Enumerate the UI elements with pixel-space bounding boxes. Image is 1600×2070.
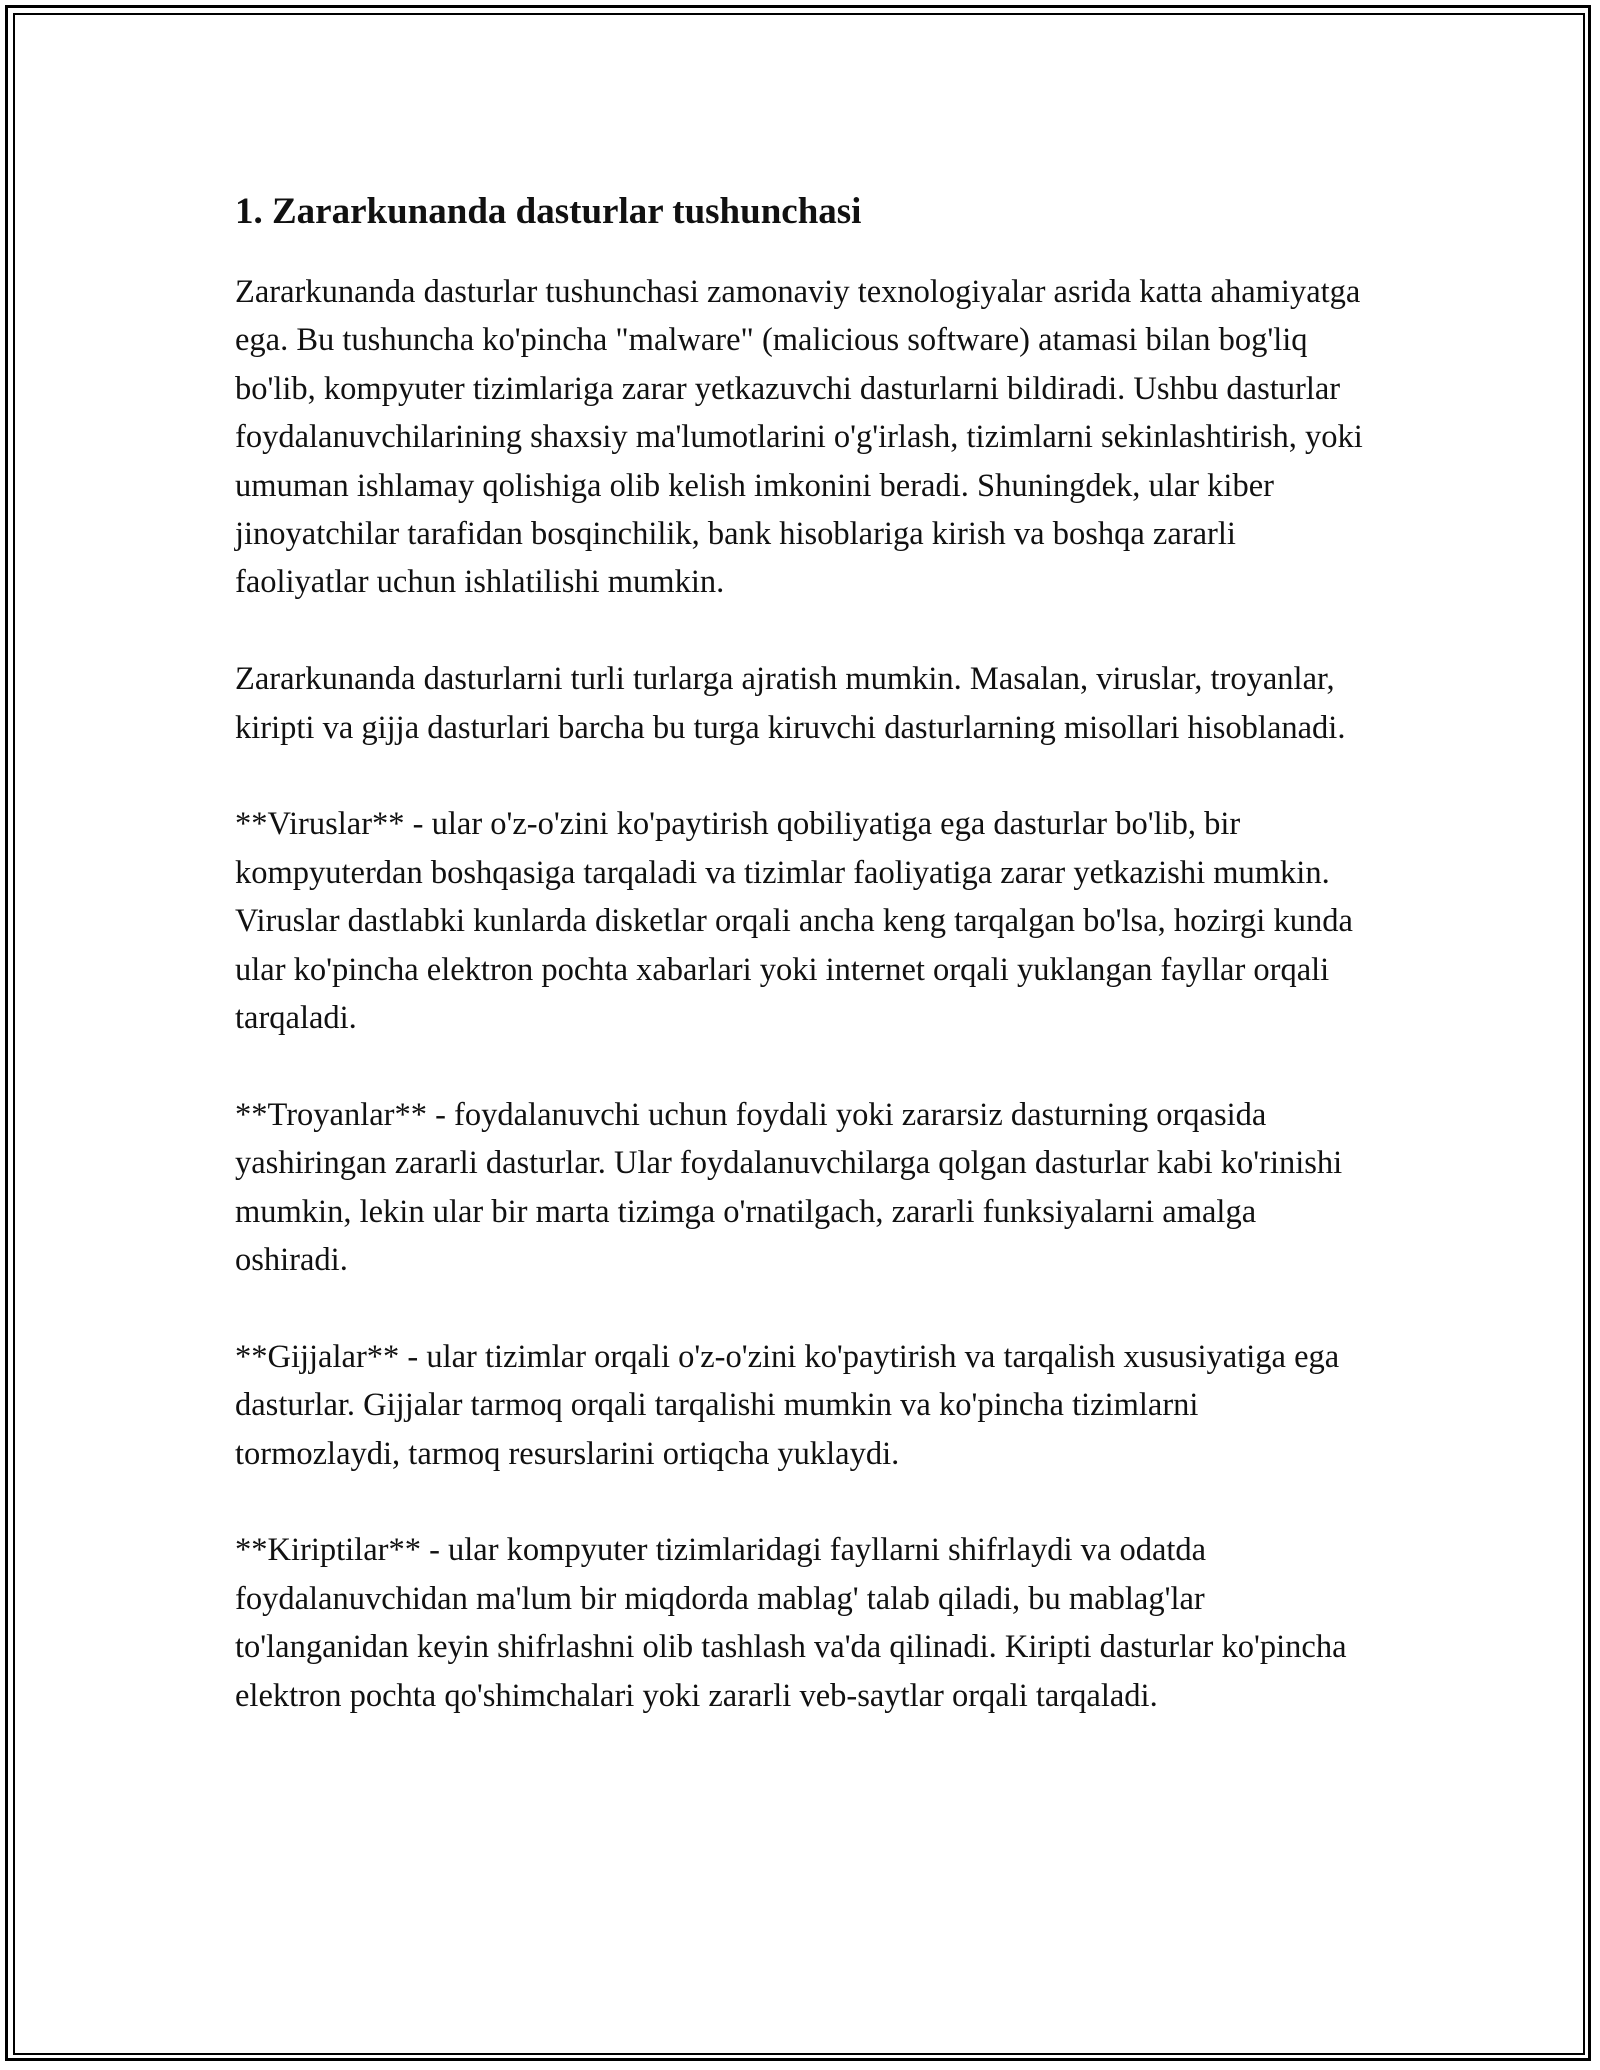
paragraph-ransomware: **Kiriptilar** - ular kompyuter tizimlaridagi fayllarni shifrlaydi va odatda foydalanuvchidan ma'lum bir miqdorda mablag' talab qiladi, bu mablag'lar to'langanidan keyin shifrlashni olib tashlash va'da qilinadi. Kiripti dasturlar ko'pincha elektron pochta qo'shimchalari yoki zararli veb-saytlar orqali tarqaladi. [235, 1532, 1347, 1714]
paragraph-viruses: **Viruslar** - ular o'z-o'zini ko'paytirish qobiliyatiga ega dasturlar bo'lib, bir kompyuterdan boshqasiga tarqaladi va tizimlar faoliyatiga zarar yetkazishi mumkin. Viruslar dastlabki kunlarda disketlar orqali ancha keng tarqalgan bo'lsa, hozirgi kunda ular ko'pincha elektron pochta xabarlari yoki internet orqali yuklangan fayllar orqali tarqaladi. [235, 806, 1353, 1037]
paragraph-worms: **Gijjalar** - ular tizimlar orqali o'z-o'zini ko'paytirish va tarqalish xususiyatiga ega dasturlar. Gijjalar tarmoq orqali tarqalishi mumkin va ko'pincha tizimlarni tormozlaydi, tarmoq resurslarini ortiqcha yuklaydi. [235, 1338, 1340, 1472]
paragraph-intro: Zararkunanda dasturlar tushunchasi zamonaviy texnologiyalar asrida katta ahamiyatga ega. Bu tushuncha ko'pincha "malware" (malicious software) atamasi bilan bog'liq bo'lib, kompyuter tizimlariga zarar yetkazuvchi dasturlarni bildiradi. Ushbu dasturlar foydalanuvchilarining shaxsiy ma'lumotlarini o'g'irlash, tizimlarni sekinlashtirish, yoki umuman ishlamay qolishiga olib kelish imkonini beradi. Shuningdek, ular kiber jinoyatchilar tarafidan bosqinchilik, bank hisoblariga kirish va boshqa zararli faoliyatlar uchun ishlatilishi mumkin. [235, 274, 1363, 601]
paragraph-types: Zararkunanda dasturlarni turli turlarga ajratish mumkin. Masalan, viruslar, troyanlar, kiripti va gijja dasturlari barcha bu turga kiruvchi dasturlarning misollari hisoblanadi. [235, 661, 1346, 746]
paragraph-trojans: **Troyanlar** - foydalanuvchi uchun foydali yoki zararsiz dasturning orqasida yashiringan zararli dasturlar. Ular foydalanuvchilarga qolgan dasturlar kabi ko'rinishi mumkin, lekin ular bir marta tizimga o'rnatilgach, zararli funksiyalarni amalga oshiradi. [235, 1096, 1343, 1279]
document-body [235, 186, 1365, 1769]
page-title: 1. Zararkunanda dasturlar tushunchasi [235, 191, 862, 232]
